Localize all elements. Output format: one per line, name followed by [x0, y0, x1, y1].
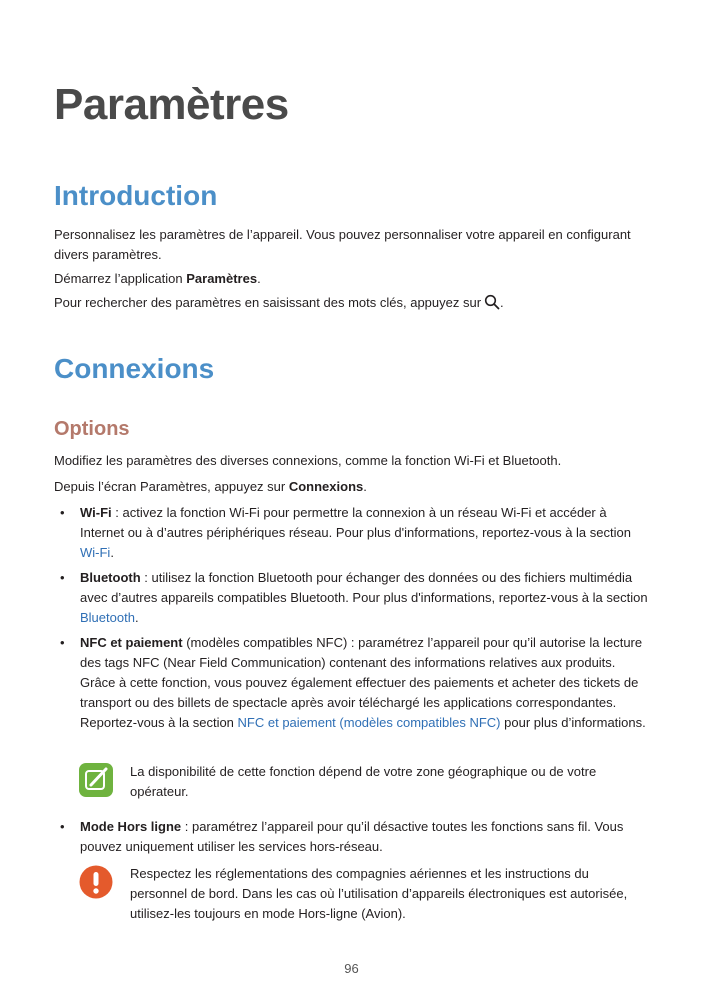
- connexions-menu-name: Connexions: [288, 479, 364, 494]
- section-heading-connexions: Connexions: [54, 353, 215, 384]
- page-title: Paramètres: [54, 80, 289, 129]
- connexions-open: Depuis l’écran Paramètres, appuyez sur Connexions.: [54, 479, 367, 494]
- list-item: • Wi-Fi : activez la fonction Wi-Fi pour permettre la connexion à un réseau Wi-Fi et accéder à Internet ou à d’autres périphériques réseau. Pour plus d'informations, reportez-vous à la section Wi-Fi.: [60, 505, 631, 560]
- list-item: • Bluetooth : utilisez la fonction Bluetooth pour échanger des données ou des fichiers multimédia avec d’autres appareils compatibles Bluetooth. Pour plus d'informations, reportez-vous à la section Bluetooth.: [60, 570, 648, 625]
- intro-paragraph: Personnalisez les paramètres de l’appareil. Vous pouvez personnaliser votre appareil en configurant divers paramètres.: [54, 227, 631, 262]
- exclamation-warning-icon: [78, 864, 114, 906]
- page-number: 96: [344, 961, 359, 976]
- link-bluetooth[interactable]: Bluetooth: [80, 610, 135, 625]
- link-nfc[interactable]: NFC et paiement (modèles compatibles NFC): [237, 715, 501, 730]
- pencil-note-icon: [78, 762, 114, 804]
- search-icon: [484, 294, 500, 316]
- intro-search: Pour rechercher des paramètres en saisissant des mots clés, appuyez sur .: [54, 293, 654, 316]
- settings-app-name: Paramètres: [186, 271, 258, 286]
- list-item: • Mode Hors ligne : paramétrez l’appareil pour qu’il désactive toutes les fonctions sans fil. Vous pouvez uniquement utiliser les services hors-réseau.: [60, 819, 624, 854]
- link-wifi[interactable]: Wi-Fi: [80, 545, 111, 560]
- subsection-heading-options: Options: [54, 418, 130, 440]
- warning-note: Respectez les réglementations des compagnies aériennes et les instructions du personnel de bord. Dans les cas où l’utilisation d’appareils électroniques est autorisée, utilisez-les toujours en mode Hors-ligne (Avion).: [78, 864, 648, 924]
- intro-open-app: Démarrez l’application Paramètres.: [54, 271, 261, 286]
- connexions-paragraph: Modifiez les paramètres des diverses connexions, comme la fonction Wi-Fi et Bluetooth.: [54, 453, 562, 468]
- section-heading-introduction: Introduction: [54, 180, 218, 211]
- list-item: • NFC et paiement (modèles compatibles NFC) : paramétrez l’appareil pour qu’il autorise la lecture des tags NFC (Near Field Communication) contenant des informations relatives aux produits. Grâce à cette fonction, vous pouvez également effectuer des paiements et acheter des tickets de transport ou des billets de spectacle après avoir téléchargé les applications correspondantes. Reportez-vous à la section NFC et paiement (modèles compatibles NFC) pour plus d’informations.: [60, 635, 646, 730]
- tip-note: La disponibilité de cette fonction dépend de votre zone géographique ou de votre opérateur.: [78, 762, 648, 802]
